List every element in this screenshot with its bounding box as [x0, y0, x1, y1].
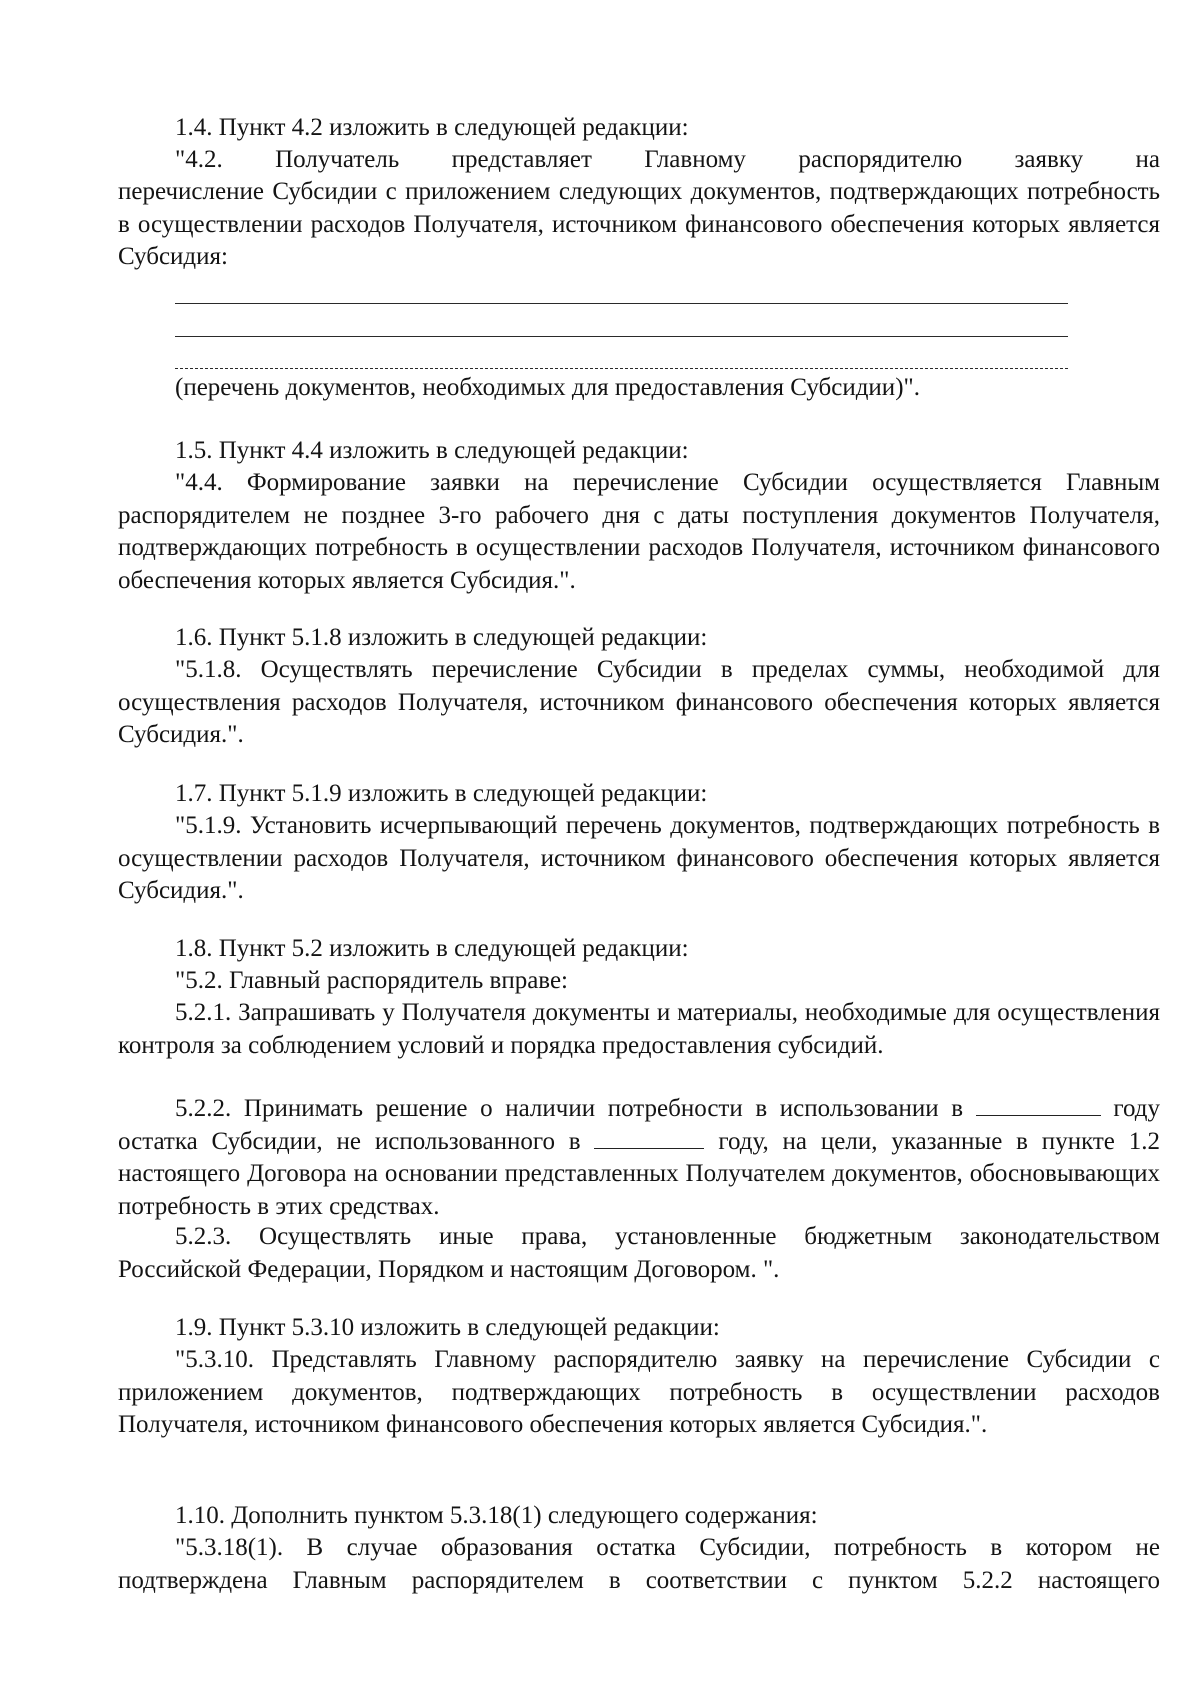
- section-1-6-heading: 1.6. Пункт 5.1.8 изложить в следующей редакции:: [175, 624, 708, 651]
- clause-5-2-2-part-c: году, на цели, указанные в пункте 1.2 настоящего Договора на основании представленных Получателем документов, обосновывающих потребность в этих средствах.: [118, 1127, 1161, 1220]
- section-1-10-heading: 1.10. Дополнить пунктом 5.3.18(1) следующего содержания:: [175, 1502, 818, 1529]
- section-1-7-heading: 1.7. Пункт 5.1.9 изложить в следующей редакции:: [175, 780, 708, 807]
- clause-5-2-2-part-b: году остатка Субсидии, не использованного в: [118, 1095, 1160, 1155]
- section-1-5-body: "4.4. Формирование заявки на перечисление Субсидии осуществляется Главным распорядителем не позднее 3-го рабочего дня с даты поступления документов Получателя, подтверждающих потребность в осуществлении расходов Получателя, источником финансового обеспечения которых является Субсидия.".: [118, 469, 1160, 594]
- clause-5-2-3: 5.2.3. Осуществлять иные права, установленные бюджетным законодательством Российской Федерации, Порядком и настоящим Договором. ".: [118, 1223, 1160, 1283]
- document-list-caption: (перечень документов, необходимых для предоставления Субсидии)".: [175, 374, 920, 401]
- section-1-9-heading: 1.9. Пункт 5.3.10 изложить в следующей редакции:: [175, 1314, 720, 1341]
- clause-5-2-1: 5.2.1. Запрашивать у Получателя документы и материалы, необходимые для осуществления контроля за соблюдением условий и порядка предоставления субсидий.: [118, 999, 1160, 1059]
- section-1-4-body: перечисление Субсидии с приложением следующих документов, подтверждающих потребность в осуществлении расходов Получателя, источником финансового обеспечения которых является Субсидия:: [118, 178, 1160, 270]
- section-1-7-body: "5.1.9. Установить исчерпывающий перечень документов, подтверждающих потребность в осуществлении расходов Получателя, источником финансового обеспечения которых является Субсидия.".: [118, 812, 1160, 904]
- clause-5-2-2: [118, 1093, 1160, 1223]
- section-1-6-body: "5.1.8. Осуществлять перечисление Субсидии в пределах суммы, необходимой для осуществления расходов Получателя, источником финансового обеспечения которых является Субсидия.".: [118, 656, 1160, 748]
- section-1-4-first-line: "4.2. Получатель представляет Главному распорядителю заявку на: [175, 146, 1160, 173]
- year-blank-1: [976, 1093, 1101, 1116]
- section-1-4-heading: 1.4. Пункт 4.2 изложить в следующей редакции:: [175, 114, 689, 141]
- year-blank-2: [594, 1126, 704, 1149]
- blank-line-3: [175, 368, 1068, 369]
- clause-5-2-2-part-a: 5.2.2. Принимать решение о наличии потребности в использовании в: [175, 1095, 964, 1122]
- section-1-8-heading: 1.8. Пункт 5.2 изложить в следующей редакции:: [175, 935, 689, 962]
- section-1-5-heading: 1.5. Пункт 4.4 изложить в следующей редакции:: [175, 437, 689, 464]
- section-1-9-body: "5.3.10. Представлять Главному распорядителю заявку на перечисление Субсидии с приложением документов, подтверждающих потребность в осуществлении расходов Получателя, источником финансового обеспечения которых является Субсидия.".: [118, 1346, 1160, 1438]
- blank-line-2: [175, 336, 1068, 337]
- clause-5-2: "5.2. Главный распорядитель вправе:: [175, 967, 569, 994]
- section-1-10-body: "5.3.18(1). В случае образования остатка Субсидии, потребность в котором не подтверждена Главным распорядителем в соответствии с пунктом 5.2.2 настоящего: [118, 1534, 1160, 1594]
- blank-line-1: [175, 303, 1068, 304]
